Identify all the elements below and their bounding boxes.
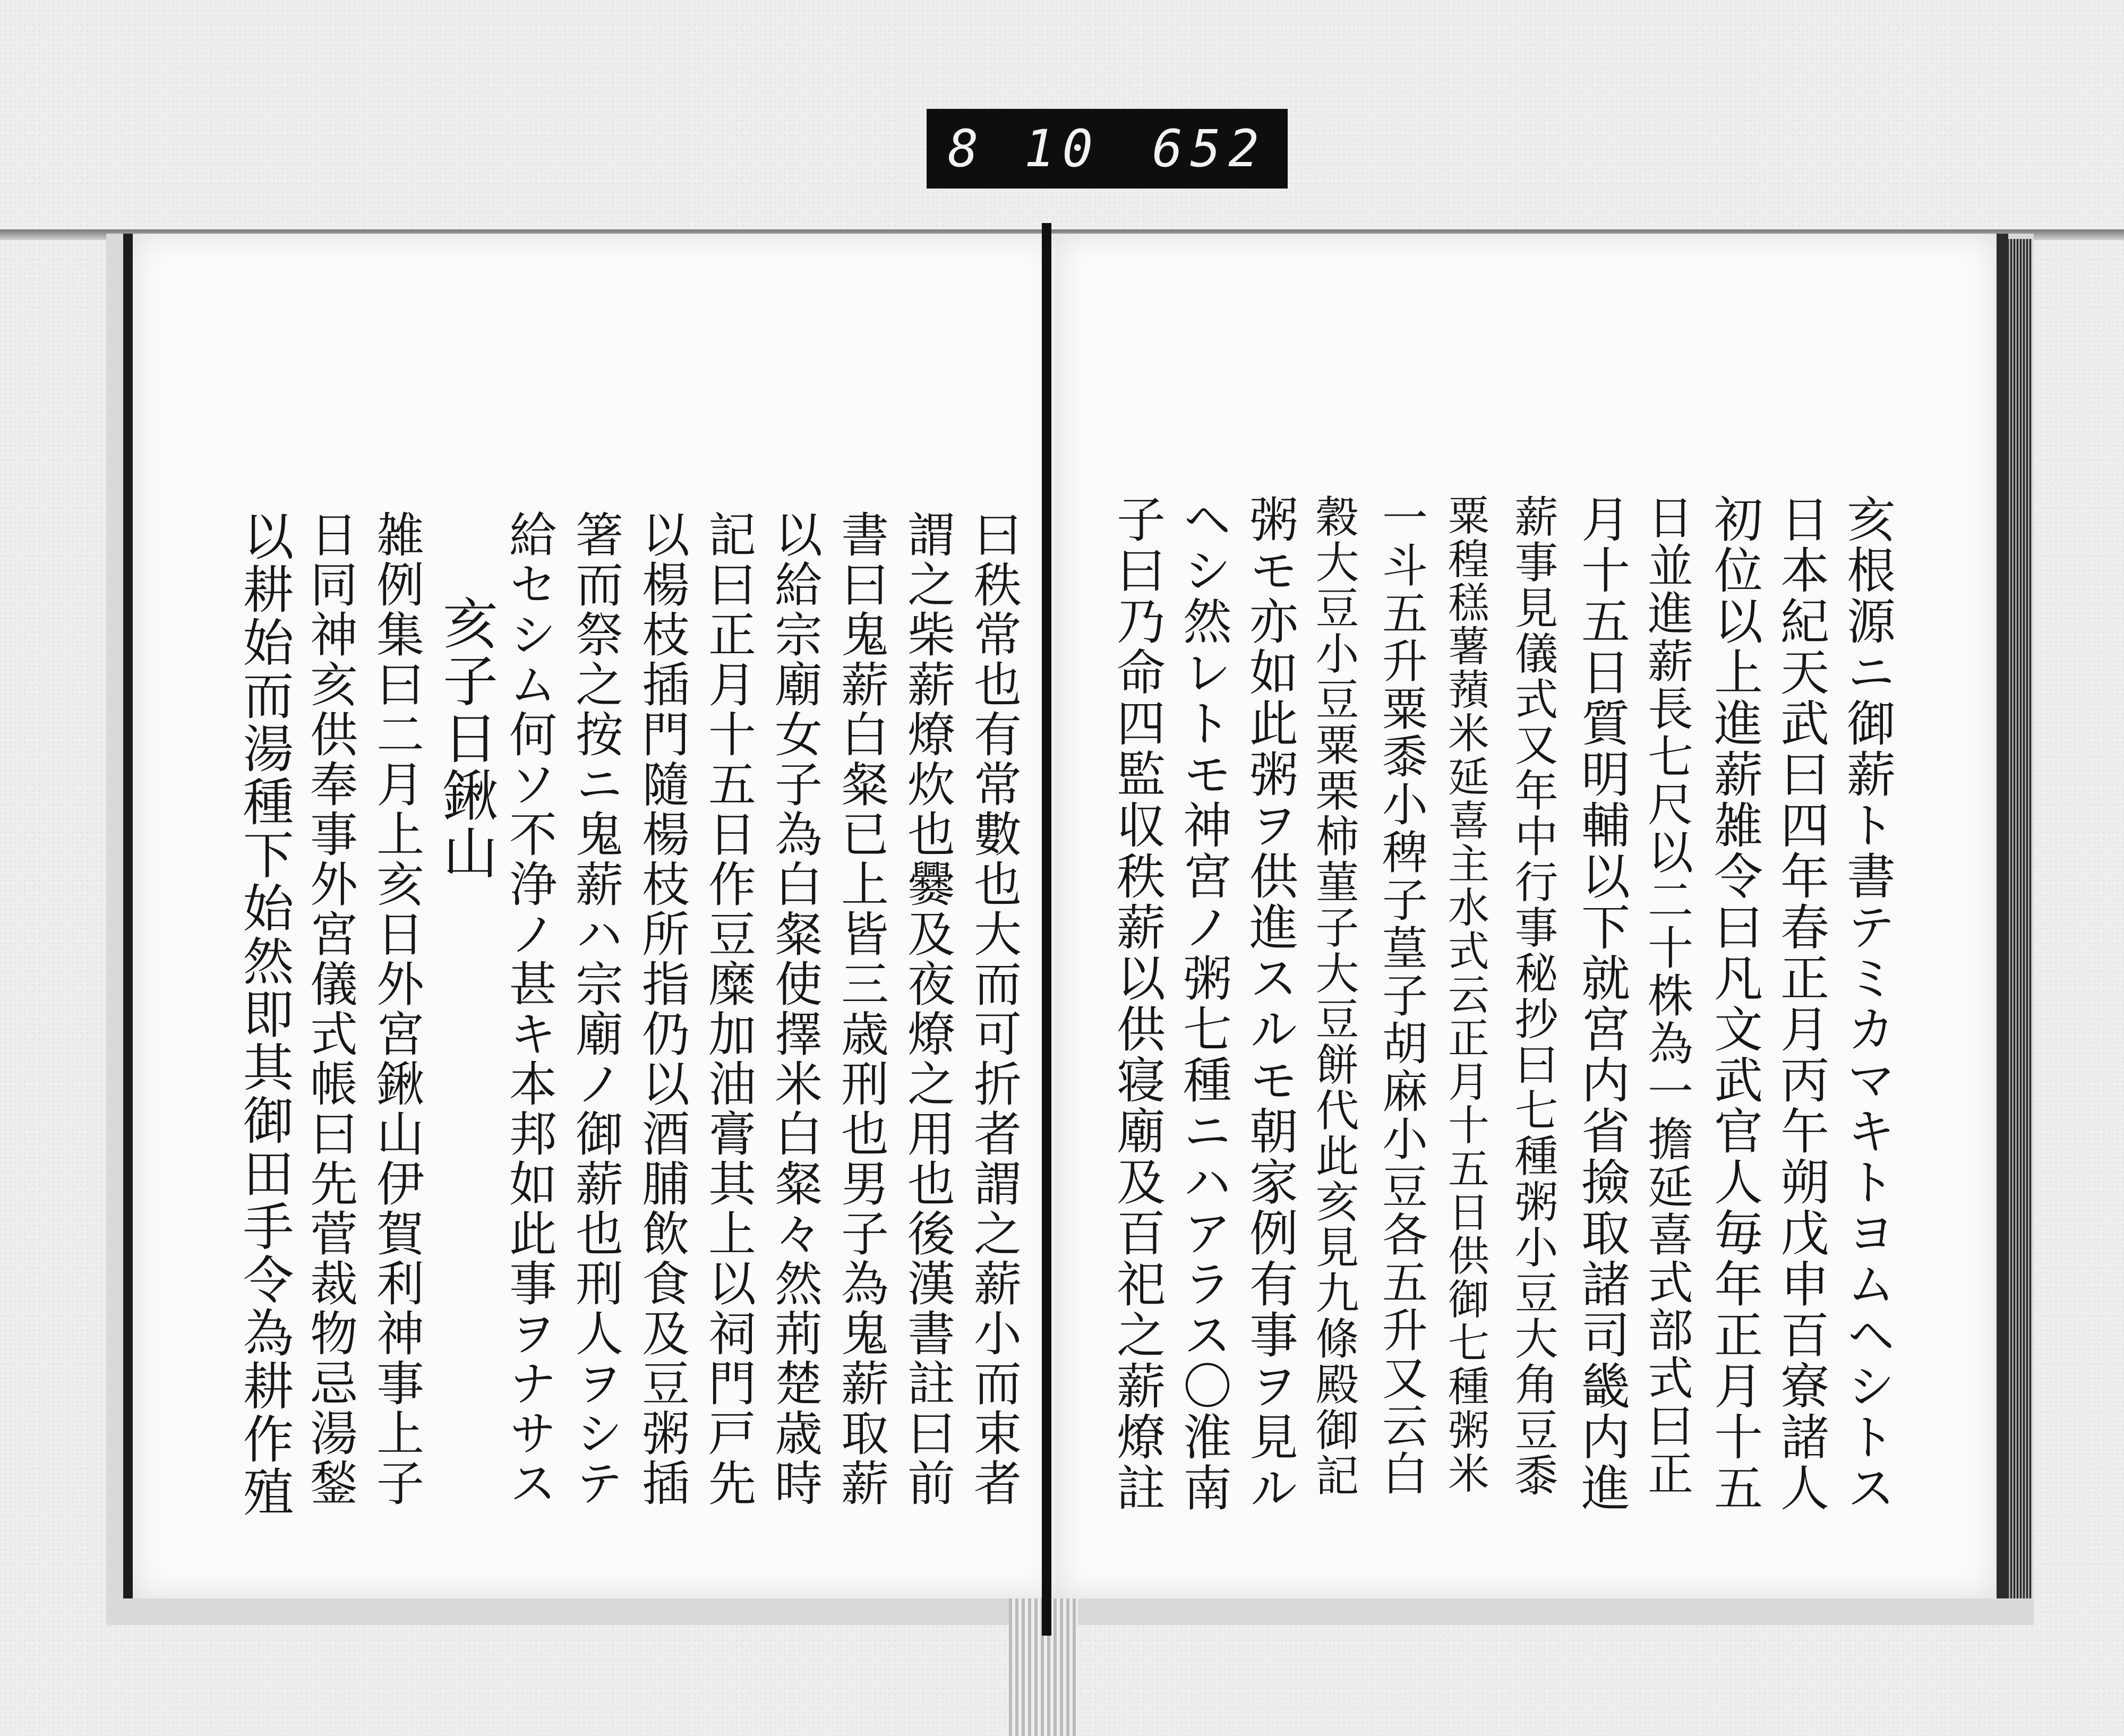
left-col-11: 日同神亥供奉事外宮儀式帳曰先菅裁物忌湯鍫 bbox=[302, 510, 357, 1508]
right-col-4: 日並進薪長七尺以二十株為一擔延喜式部式曰正 bbox=[1640, 494, 1693, 1498]
right-col-6: 薪事見儀式又年中行事秘抄曰七種粥小豆大角豆黍 bbox=[1508, 494, 1558, 1499]
right-col-2: 日本紀天武曰四年春正月丙午朔戊申百寮諸人 bbox=[1772, 494, 1829, 1513]
archive-label-plate bbox=[927, 109, 1288, 189]
right-col-1: 亥根源ニ御薪ト書テミカマキトヨムヘシトス bbox=[1839, 494, 1896, 1513]
right-col-8: 一斗五升粟黍小稗子葟子胡麻小豆各五升又云白 bbox=[1374, 494, 1427, 1498]
left-col-6: 以楊枝插門隨楊枝所指仍以酒脯飲食及豆粥插 bbox=[633, 510, 689, 1508]
right-page bbox=[1057, 234, 2008, 1598]
left-col-3: 書曰鬼薪白粲已上皆三歳刑也男子為鬼薪取薪 bbox=[833, 510, 888, 1508]
right-col-12: 子曰乃命四監収秩薪以供寝廟及百祀之薪燎註 bbox=[1109, 494, 1166, 1513]
left-col-5: 記曰正月十五日作豆糜加油膏其上以祠門戸先 bbox=[700, 510, 756, 1508]
book-gutter bbox=[1042, 223, 1051, 1636]
right-col-3: 初位以上進薪雑令曰凡文武官人毎年正月十五 bbox=[1706, 494, 1763, 1513]
right-col-11: ヘシ然レトモ神宮ノ粥七種ニハアラス〇淮南 bbox=[1175, 494, 1232, 1513]
left-col-12: 以耕始而湯種下始然即其御田手令為耕作殖 bbox=[235, 510, 294, 1519]
archive-label-right: 652 bbox=[1152, 119, 1266, 178]
left-col-4: 以給宗廟女子為白粲使擇米白粲々然荊楚歳時 bbox=[766, 510, 822, 1508]
page-fore-edge bbox=[2007, 239, 2032, 1598]
right-col-9: 穀大豆小豆粟栗柿菫子大豆餅代此亥見九條殿御記 bbox=[1308, 494, 1359, 1499]
left-col-2: 謂之柴薪燎炊也爨及夜燎之用也後漢書註曰前 bbox=[899, 510, 955, 1508]
left-col-1: 曰秩常也有常數也大而可折者謂之薪小而束者 bbox=[965, 510, 1021, 1508]
right-col-5: 月十五日質明輔以下就宮内省撿取諸司畿内進 bbox=[1573, 494, 1630, 1513]
left-col-7: 箸而祭之按ニ鬼薪ハ宗廟ノ御薪也刑人ヲシテ bbox=[567, 510, 623, 1508]
left-page bbox=[123, 234, 1059, 1598]
right-col-7: 粟䅣䅵薯蕷米延喜主水式云正月十五日供御七種粥米 bbox=[1441, 494, 1489, 1495]
left-heading-ne-no-hi-kuwayama: 亥子日鍬山 bbox=[433, 595, 498, 882]
left-col-10: 雑例集曰二月上亥日外宮鍬山伊賀利神事上子 bbox=[368, 510, 424, 1508]
left-col-8: 給セシム何ソ不浄ノ甚キ本邦如此事ヲナサス bbox=[501, 510, 556, 1508]
right-col-10: 粥モ亦如此粥ヲ供進スルモ朝家例有事ヲ見ル bbox=[1241, 494, 1298, 1513]
archive-label-left: 8 10 bbox=[948, 119, 1101, 178]
